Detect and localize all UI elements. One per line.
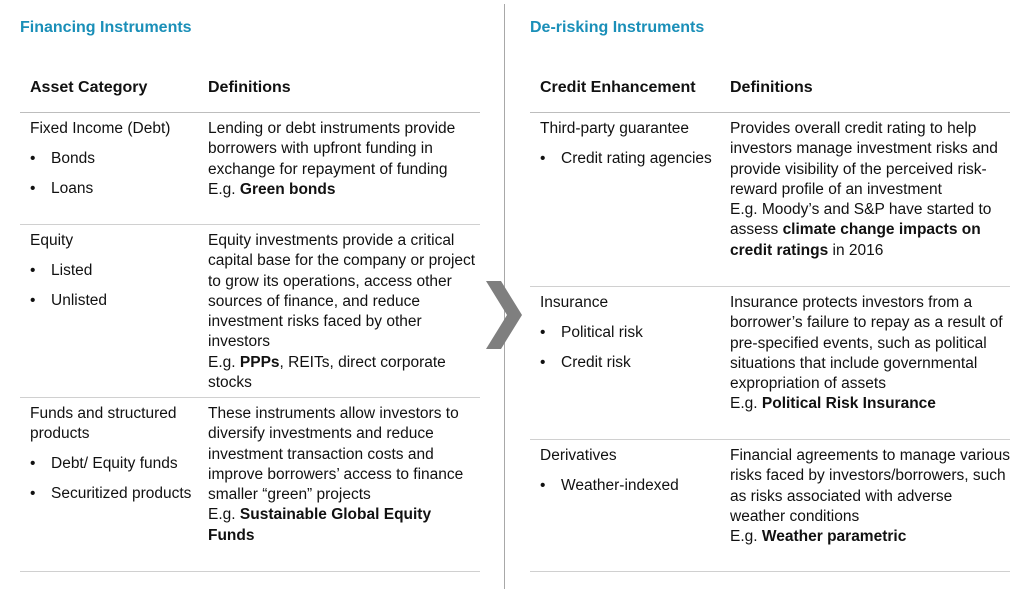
example-highlight: climate change impacts on credit ratings xyxy=(730,221,981,259)
financing-table-header xyxy=(20,74,480,113)
definition-example xyxy=(730,527,1010,547)
financing-category xyxy=(30,404,200,514)
derisking-definition xyxy=(730,119,1010,261)
category-label: Third-party guarantee xyxy=(540,120,690,137)
financing-row-fixed-income xyxy=(20,113,480,225)
example-suffix: , REITs, direct corporate stocks xyxy=(208,353,446,392)
chevron-right-icon xyxy=(486,281,522,349)
financing-header-definitions: Definitions xyxy=(208,79,291,96)
derisking-row-derivatives xyxy=(530,440,1010,572)
category-bullet: • Political risk xyxy=(540,323,725,343)
example-suffix: in 2016 xyxy=(828,241,884,259)
definition-text: Lending or debt instruments provide borrowers with upfront funding in exchange for repayment of funding xyxy=(208,120,456,178)
financing-definition xyxy=(208,119,480,200)
derisking-title: De-risking Instruments xyxy=(530,19,705,36)
definition-text: These instruments allow investors to diversify investments and reduce investment transaction costs and improve borrowers’ access to finance smaller “green” projects xyxy=(208,405,464,504)
category-bullet: • Unlisted xyxy=(30,291,200,311)
example-highlight: Green bonds xyxy=(239,180,336,198)
category-bullet: • Bonds xyxy=(30,149,200,169)
example-highlight: Sustainable Global Equity Funds xyxy=(208,506,432,544)
financing-category xyxy=(30,231,200,321)
financing-row-equity xyxy=(20,225,480,398)
category-label: Equity xyxy=(30,232,74,249)
derisking-definition xyxy=(730,293,1010,415)
financing-definition xyxy=(208,404,480,546)
category-bullet: • Debt/ Equity funds xyxy=(30,454,200,474)
category-label: Funds and structured products xyxy=(30,405,177,442)
financing-title: Financing Instruments xyxy=(20,19,192,36)
derisking-row-insurance xyxy=(530,287,1010,440)
category-bullet: • Securitized products xyxy=(30,484,200,504)
category-bullet: • Loans xyxy=(30,179,200,199)
example-highlight: PPPs xyxy=(239,353,280,371)
example-prefix: E.g. xyxy=(208,506,240,524)
definition-example xyxy=(208,180,480,200)
derisking-header-definitions: Definitions xyxy=(730,79,813,96)
derisking-category xyxy=(540,293,725,383)
definition-example xyxy=(208,353,480,394)
derisking-category xyxy=(540,119,725,179)
category-bullet: • Credit risk xyxy=(540,353,725,373)
example-prefix: E.g. xyxy=(730,395,762,413)
financing-row-funds xyxy=(20,398,480,572)
definition-text: Provides overall credit rating to help investors manage investment risks and provide visibility of the perceived risk-reward profile of an investment xyxy=(730,120,998,198)
derisking-row-guarantee xyxy=(530,113,1010,287)
definition-text: Financial agreements to manage various risks faced by investors/borrowers, such as risks associated with adverse weather conditions xyxy=(730,447,1011,525)
financing-header-category: Asset Category xyxy=(30,79,148,96)
example-highlight: Weather parametric xyxy=(761,528,907,546)
derisking-table-header xyxy=(530,74,1010,113)
example-prefix: E.g. xyxy=(208,353,240,371)
category-label: Insurance xyxy=(540,294,609,311)
example-prefix: E.g. Moody’s and S&P have started to assess xyxy=(730,201,992,239)
derisking-header-category: Credit Enhancement xyxy=(540,79,696,96)
financing-definition xyxy=(208,231,480,393)
example-prefix: E.g. xyxy=(208,180,240,198)
derisking-category xyxy=(540,446,725,506)
category-bullet: • Weather-indexed xyxy=(540,476,725,496)
example-highlight: Political Risk Insurance xyxy=(761,395,936,413)
category-bullet: • Credit rating agencies xyxy=(540,149,725,169)
definition-text: Equity investments provide a critical capital base for the company or project to grow its operations, access other sources of finance, and reduce investment risks faced by other investors xyxy=(208,232,476,351)
example-prefix: E.g. xyxy=(730,528,762,546)
definition-example xyxy=(208,505,480,546)
category-bullet: • Listed xyxy=(30,261,200,281)
definition-example xyxy=(730,200,1010,261)
category-label: Fixed Income (Debt) xyxy=(30,120,171,137)
definition-text: Insurance protects investors from a borrower’s failure to repay as a result of pre-specified events, such as political situations that include governmental expropriation of assets xyxy=(730,294,1003,393)
derisking-definition xyxy=(730,446,1010,547)
definition-example xyxy=(730,394,1010,414)
category-label: Derivatives xyxy=(540,447,617,464)
financing-category xyxy=(30,119,200,209)
